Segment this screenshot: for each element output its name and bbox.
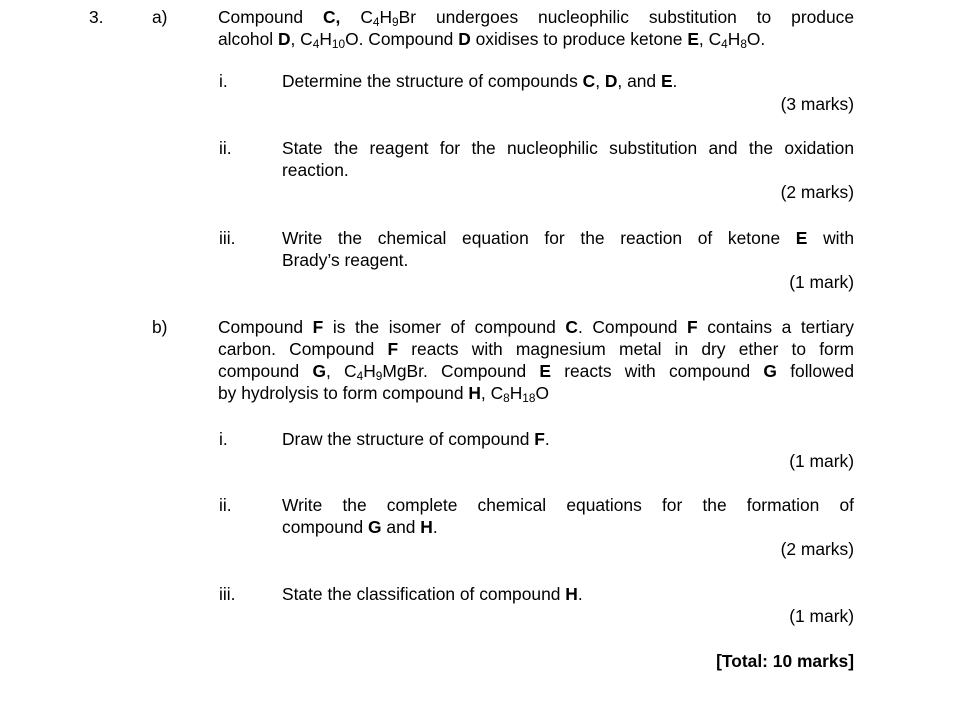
question-number: 3. (89, 7, 104, 27)
part-b-item3-marks: (1 mark) (789, 606, 854, 626)
part-a-item2-marks: (2 marks) (780, 182, 854, 202)
part-b-item2-line1: Write the complete chemical equations for the formation of (282, 495, 854, 515)
part-a-item3-label: iii. (219, 228, 236, 248)
part-b-item1-marks: (1 mark) (789, 451, 854, 471)
total-marks: [Total: 10 marks] (716, 651, 854, 671)
part-a-item3-line2: Brady’s reagent. (282, 250, 409, 270)
part-a-item2-line1: State the reagent for the nucleophilic substitution and the oxidation (282, 138, 854, 158)
part-a-item3-line1: Write the chemical equation for the reaction of ketone E with (282, 228, 854, 248)
part-a-item1-marks: (3 marks) (780, 94, 854, 114)
part-a-stem-line1: Compound C, $C_4H_9Br$ undergoes nucleophilic substitution to produce (218, 7, 854, 29)
part-b-item1-text: Draw the structure of compound F. (282, 429, 550, 449)
part-b-item2-line2: compound G and H. (282, 517, 438, 537)
part-a-item1-label: i. (219, 71, 228, 91)
part-a-stem-line2: alcohol D, $C_4H_{10}O$. Compound D oxidises to produce ketone E, $C_4H_8O$. (218, 29, 766, 51)
part-b-label: b) (152, 317, 168, 337)
part-b-item2-label: ii. (219, 495, 232, 515)
part-a-item1-text: Determine the structure of compounds C, D, and E. (282, 71, 678, 91)
part-a-item2-label: ii. (219, 138, 232, 158)
part-b-stem-line4: by hydrolysis to form compound H, $C_8H_{18}O$ (218, 383, 549, 405)
part-b-item1-label: i. (219, 429, 228, 449)
part-a-item3-marks: (1 mark) (789, 272, 854, 292)
part-b-item3-label: iii. (219, 584, 236, 604)
part-b-item3-text: State the classification of compound H. (282, 584, 583, 604)
part-a-item2-line2: reaction. (282, 160, 349, 180)
part-b-stem-line1: Compound F is the isomer of compound C. Compound F contains a tertiary (218, 317, 854, 337)
part-b-stem-line3: compound G, $C_4H_9MgBr$. Compound E reacts with compound G followed (218, 361, 854, 383)
part-b-item2-marks: (2 marks) (780, 539, 854, 559)
part-b-stem-line2: carbon. Compound F reacts with magnesium metal in dry ether to form (218, 339, 854, 359)
part-a-label: a) (152, 7, 168, 27)
